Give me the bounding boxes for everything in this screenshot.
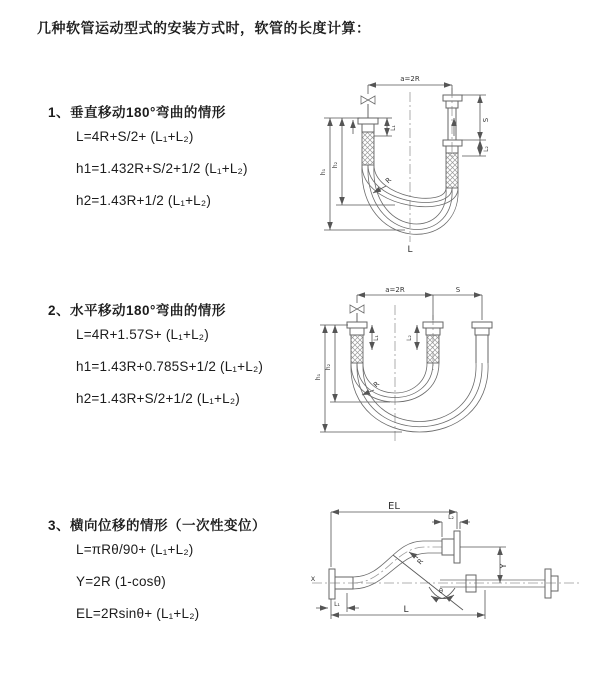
dim-l1 xyxy=(372,325,380,350)
label-l1: L₁ xyxy=(390,125,397,131)
section2-formula-h2: h2=1.43R+S/2+1/2 (L₁+L₂) xyxy=(76,391,240,406)
label-s: S xyxy=(482,117,490,123)
middle-pipe xyxy=(423,322,443,363)
section1-formula-L: L=4R+S/2+ (L₁+L₂) xyxy=(76,129,194,144)
section3-heading: 3、横向位移的情形（一次性变位） xyxy=(48,518,267,533)
page-title: 几种软管运动型式的安装方式时，软管的长度计算： xyxy=(37,20,371,36)
dim-a2r xyxy=(368,75,452,94)
diagram-horizontal-180-bend xyxy=(310,285,600,455)
label-y: Y xyxy=(499,563,508,569)
dim-el xyxy=(331,501,457,567)
dim-s xyxy=(462,95,490,140)
label-h1: h₁ xyxy=(320,168,327,176)
left-flange xyxy=(329,569,353,599)
label-s: S xyxy=(455,286,461,294)
label-a2r: a=2R xyxy=(385,286,405,294)
section2-formula-h1: h1=1.43R+0.785S+1/2 (L₁+L₂) xyxy=(76,359,264,374)
right-pipe xyxy=(472,322,492,363)
dim-l2 xyxy=(432,514,470,537)
dim-s xyxy=(433,286,482,320)
section2-formula-L: L=4R+1.57S+ (L₁+L₂) xyxy=(76,327,209,342)
angle-theta xyxy=(393,555,463,610)
label-l1: L₁ xyxy=(373,335,380,341)
section1-formula-h2: h2=1.43R+1/2 (L₁+L₂) xyxy=(76,193,212,208)
label-el: EL xyxy=(388,501,400,512)
dim-l2 xyxy=(462,140,490,156)
dim-l2 xyxy=(406,325,417,350)
label-h2: h₂ xyxy=(332,161,339,169)
hose-position-2 xyxy=(351,363,488,432)
label-a2r: a=2R xyxy=(400,75,420,83)
label-r: R xyxy=(415,557,426,567)
section1-formula-h1: h1=1.432R+S/2+1/2 (L₁+L₂) xyxy=(76,161,248,176)
label-x: X xyxy=(310,575,316,583)
label-l: L xyxy=(407,245,413,255)
section1-heading: 1、垂直移动180°弯曲的情形 xyxy=(48,105,226,120)
label-l1: L₁ xyxy=(334,601,340,608)
label-h1: h₁ xyxy=(315,373,322,381)
diagram-lateral-displacement xyxy=(300,495,600,665)
diagram-vertical-180-bend xyxy=(310,70,600,260)
dim-l xyxy=(331,590,485,619)
label-l2: L₂ xyxy=(483,146,490,152)
right-pipe xyxy=(443,95,462,188)
dim-y xyxy=(460,547,508,583)
section3-formula-EL: EL=2Rsinθ+ (L₁+L₂) xyxy=(76,606,200,621)
hose-s-curve xyxy=(353,541,442,589)
left-pipe xyxy=(347,322,367,363)
section3-formula-L: L=πRθ/90+ (L₁+L₂) xyxy=(76,542,194,557)
label-l2: L₂ xyxy=(448,514,454,521)
upper-flange xyxy=(442,531,460,563)
label-r: R xyxy=(372,380,382,390)
label-theta: θ xyxy=(439,587,443,595)
label-l2: L₂ xyxy=(406,335,413,341)
section2-heading: 2、水平移动180°弯曲的情形 xyxy=(48,303,226,318)
valve-icon xyxy=(350,305,364,322)
dim-l1 xyxy=(374,118,397,136)
label-l: L xyxy=(403,605,409,615)
left-pipe xyxy=(358,118,378,165)
label-r: R xyxy=(384,176,394,186)
label-h2: h₂ xyxy=(325,363,332,371)
straight-pipe-original-position xyxy=(440,569,558,598)
radius-leader xyxy=(409,552,425,566)
valve-icon xyxy=(361,96,375,118)
dim-l1 xyxy=(316,593,359,612)
section3-formula-Y: Y=2R (1-cosθ) xyxy=(76,574,167,589)
